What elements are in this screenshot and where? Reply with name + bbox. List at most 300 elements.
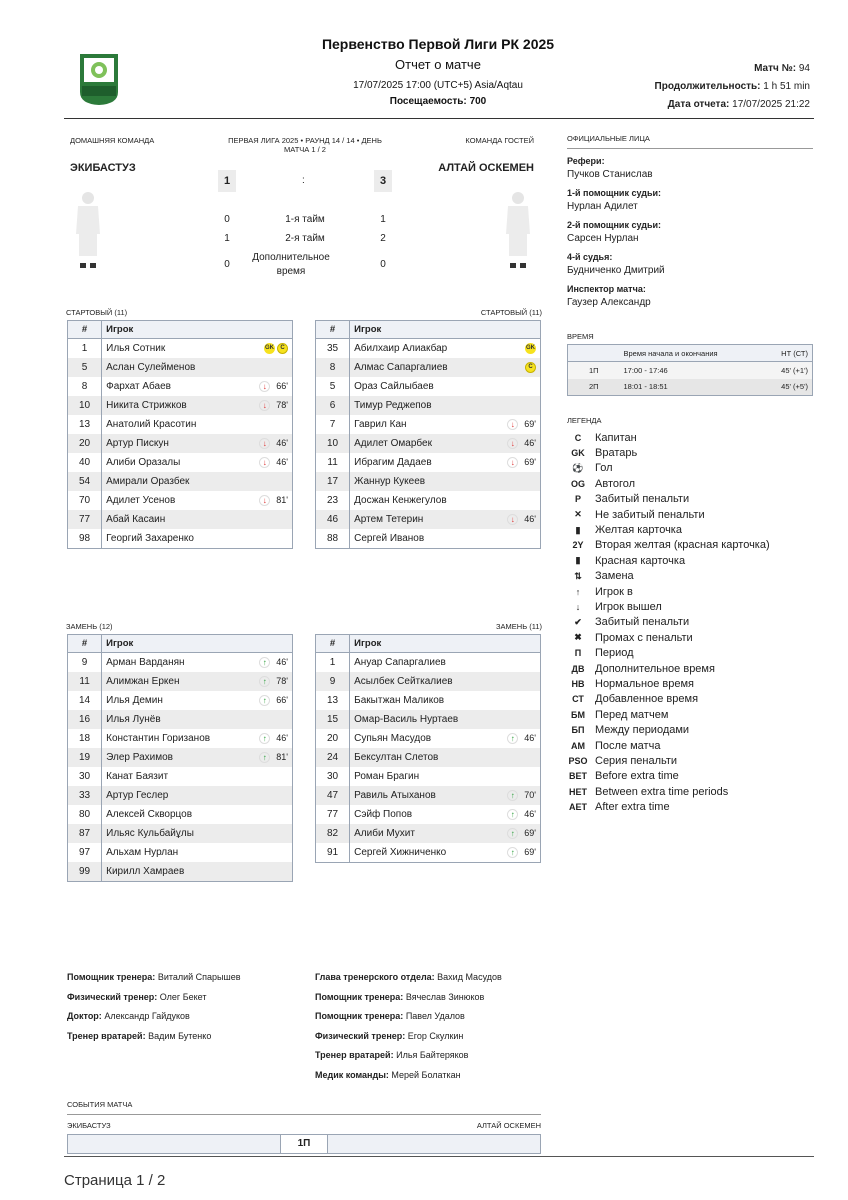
staff-entry [315, 1050, 502, 1070]
official-name: Нурлан Адилет [567, 201, 638, 212]
player-name: Артем Тетерин [350, 510, 481, 529]
legend-item [567, 707, 770, 722]
player-row [316, 510, 541, 529]
staff-name: Виталий Спарышев [155, 972, 241, 982]
player-row [316, 377, 541, 396]
legend-text: Before extra time [595, 770, 679, 783]
player-row [316, 415, 541, 434]
player-number: 18 [68, 729, 102, 748]
player-number: 98 [68, 529, 102, 549]
header-divider [64, 118, 814, 119]
time-period: 2П [588, 382, 599, 392]
player-number: 30 [316, 767, 350, 786]
legend-text: Забитый пенальти [595, 616, 690, 629]
legend-item [567, 461, 770, 476]
legend-item [567, 553, 770, 568]
legend-text: Красная карточка [595, 554, 686, 567]
player-row [68, 862, 293, 882]
player-events [232, 453, 292, 472]
player-row [68, 358, 293, 377]
player-events [232, 472, 292, 491]
staff-name: Илья Байтеряков [393, 1050, 469, 1061]
report-title: Первенство Первой Лиги РК 2025 [321, 36, 555, 52]
player-row [68, 767, 293, 786]
sub-out-minute: 69' [524, 457, 536, 467]
events-divider [67, 1114, 541, 1115]
player-events [480, 415, 540, 434]
official-role: Инспектор матча: [567, 284, 646, 294]
sub-out-minute: 69' [524, 419, 536, 429]
player-number: 13 [316, 691, 350, 710]
away-team-name: АЛТАЙ ОСКЕМЕН [438, 162, 534, 174]
player-number: 99 [68, 862, 102, 882]
sub-in-minute: 46' [524, 733, 536, 743]
player-out-icon: ↓ [507, 514, 518, 525]
player-events [480, 805, 540, 824]
time-table [567, 344, 813, 396]
player-number: 80 [68, 805, 102, 824]
home-starting-table [67, 320, 293, 549]
player-row [316, 748, 541, 767]
player-number: 40 [68, 453, 102, 472]
legend-text: Желтая карточка [595, 524, 682, 537]
player-row [68, 510, 293, 529]
player-number: 82 [316, 824, 350, 843]
player-number: 88 [316, 529, 350, 549]
player-events [480, 672, 540, 691]
player-out-icon: ↓ [259, 457, 270, 468]
events-bar [67, 1134, 541, 1154]
player-events [480, 786, 540, 805]
player-row [316, 653, 541, 673]
player-events [480, 653, 540, 673]
legend-item [567, 661, 770, 676]
player-events [232, 862, 292, 882]
round-info: ПЕРВАЯ ЛИГА 2025 • РАУНД 14 / 14 • ДЕНЬ МАТЧА 1 / 2 [228, 136, 382, 154]
player-row [68, 672, 293, 691]
legend-item [567, 522, 770, 537]
match-number: Матч №: 94 [754, 63, 810, 74]
official-name: Будниченко Дмитрий [567, 265, 665, 276]
legend-item [567, 722, 770, 737]
events-period: 1П [280, 1135, 328, 1153]
player-row [316, 767, 541, 786]
player-events [480, 377, 540, 396]
legend-icon: ✔ [574, 616, 582, 627]
player-out-icon: ↓ [259, 400, 270, 411]
player-row [316, 472, 541, 491]
player-number: 20 [68, 434, 102, 453]
player-name: Илья Демин [106, 695, 163, 706]
staff-entry [315, 1011, 502, 1031]
player-row [316, 824, 541, 843]
player-name: Алмас Сапаргалиев [350, 358, 481, 377]
staff-entry [315, 1031, 502, 1051]
staff-role: Тренер вратарей: [67, 1030, 146, 1041]
player-out-icon: ↓ [259, 495, 270, 506]
legend-icon: ▮ [575, 524, 581, 535]
player-name: Сергей Хижниченко [354, 847, 447, 858]
time-col-range: Время начала и окончания [620, 345, 763, 362]
legend-item [567, 430, 770, 445]
col-number: # [68, 635, 102, 653]
sub-in-minute: 78' [276, 676, 288, 686]
player-events [480, 396, 540, 415]
legend-icon: C [574, 432, 582, 443]
player-number: 9 [316, 672, 350, 691]
player-events [232, 491, 292, 510]
legend-icon: ДВ [571, 663, 585, 674]
staff-name: Вахид Масудов [434, 972, 502, 982]
player-events [232, 529, 292, 549]
player-row [316, 453, 541, 472]
staff-entry [67, 1011, 241, 1031]
player-name: Арман Варданян [106, 657, 185, 668]
player-row [316, 729, 541, 748]
player-name: Адилет Омарбек [350, 434, 481, 453]
legend-text: Серия пенальти [595, 754, 678, 767]
player-name: Фархат Абаев [106, 381, 171, 392]
home-kit-icon [72, 190, 104, 277]
officials-list [567, 156, 813, 316]
player-events [480, 339, 540, 359]
player-row [316, 805, 541, 824]
match-duration: Продолжительность: 1 h 51 min [654, 81, 810, 92]
report-subtitle: Отчет о матче [395, 57, 481, 72]
legend-item [567, 584, 770, 599]
legend-icon: ⚽ [572, 462, 584, 473]
player-name: Георгий Захаренко [106, 533, 194, 544]
player-name: Анатолий Красотин [106, 419, 197, 430]
player-name: Илья Сотник [106, 343, 166, 354]
player-name: Канат Баязит [106, 771, 169, 782]
events-away: АЛТАЙ ОСКЕМЕН [476, 1121, 541, 1130]
player-events [232, 377, 292, 396]
player-events [232, 748, 292, 767]
away-p1: 1 [380, 214, 386, 225]
staff-role: Помощник тренера: [315, 1011, 404, 1022]
player-name: Равиль Атыханов [350, 786, 481, 805]
staff-role: Физический тренер: [67, 991, 158, 1002]
legend-item [567, 784, 770, 799]
time-added: 45' (+5') [781, 382, 808, 392]
legend-icon: PSO [568, 755, 588, 766]
staff-name: Вадим Бутенко [145, 1030, 212, 1041]
player-number: 24 [316, 748, 350, 767]
home-team-label: ДОМАШНЯЯ КОМАНДА [70, 136, 155, 145]
legend-item [567, 615, 770, 630]
player-row [68, 529, 293, 549]
player-row [68, 339, 293, 359]
home-team-name: ЭКИБАСТУЗ [70, 162, 136, 174]
player-name: Амирали Оразбек [102, 472, 233, 491]
legend-text: Between extra time periods [595, 785, 729, 798]
legend-item [567, 445, 770, 460]
official-entry [567, 284, 813, 308]
staff-role: Физический тренер: [315, 1030, 406, 1041]
away-start-label: СТАРТОВЫЙ (11) [480, 308, 542, 317]
goalkeeper-icon: GK [525, 343, 536, 354]
legend-icon: ▮ [575, 555, 581, 566]
player-name: Алиби Оразалы [106, 457, 181, 468]
legend-text: Вторая желтая (красная карточка) [595, 539, 770, 552]
footer-divider [64, 1156, 814, 1157]
official-name: Гаузер Александр [567, 297, 651, 308]
legend-text: Игрок вышел [595, 600, 662, 613]
player-name: Альхам Нурлан [106, 847, 179, 858]
player-number: 87 [68, 824, 102, 843]
player-name: Абай Касаин [102, 510, 233, 529]
player-name: Аслан Сулейменов [102, 358, 233, 377]
col-number: # [316, 635, 350, 653]
score-separator: : [302, 175, 305, 186]
staff-name: Александр Гайдуков [101, 1011, 190, 1022]
official-entry [567, 220, 813, 244]
player-name: Ибрагим Дадаев [354, 457, 432, 468]
player-name: Досжан Кенжегулов [354, 495, 447, 506]
player-name: Адилет Усенов [106, 495, 176, 506]
staff-role: Доктор: [67, 1011, 102, 1022]
player-out-icon: ↓ [507, 457, 518, 468]
legend-item [567, 599, 770, 614]
player-row [316, 786, 541, 805]
col-number: # [316, 321, 350, 339]
sub-out-minute: 66' [276, 381, 288, 391]
legend-item [567, 492, 770, 507]
player-row [68, 653, 293, 673]
legend-item [567, 476, 770, 491]
sub-in-minute: 70' [524, 790, 536, 800]
player-name: Никита Стрижков [102, 396, 233, 415]
player-name: Ануар Сапаргалиев [354, 657, 446, 668]
legend-icon: БМ [571, 709, 585, 720]
player-number: 5 [68, 358, 102, 377]
player-name: Элер Рахимов [102, 748, 233, 767]
official-role: 4-й судья: [567, 252, 613, 262]
legend-icon: ↑ [575, 586, 581, 597]
player-in-icon: ↑ [507, 847, 518, 858]
legend-item [567, 507, 770, 522]
time-col-ht: НТ (СТ) [763, 345, 813, 362]
player-out-icon: ↓ [259, 438, 270, 449]
player-in-icon: ↑ [259, 657, 270, 668]
player-name: Сэйф Попов [354, 809, 413, 820]
sub-out-minute: 46' [524, 514, 536, 524]
away-team-label: КОМАНДА ГОСТЕЙ [465, 136, 534, 145]
legend-text: Период [595, 647, 634, 660]
player-in-icon: ↑ [507, 733, 518, 744]
player-events [232, 710, 292, 729]
player-name: Сергей Иванов [354, 533, 425, 544]
player-row [316, 491, 541, 510]
player-row [68, 396, 293, 415]
player-number: 33 [68, 786, 102, 805]
col-player: Игрок [350, 635, 541, 653]
player-events [480, 434, 540, 453]
sub-out-minute: 46' [276, 457, 288, 467]
player-number: 10 [68, 396, 102, 415]
staff-role: Помощник тренера: [67, 972, 156, 982]
player-number: 10 [316, 434, 350, 453]
period-2-label: 2-я тайм [285, 233, 325, 244]
player-number: 46 [316, 510, 350, 529]
legend-item [567, 645, 770, 660]
col-player: Игрок [102, 635, 293, 653]
legend-icon: AET [569, 802, 587, 813]
time-range: 18:01 - 18:51 [623, 382, 668, 392]
player-row [68, 729, 293, 748]
player-out-icon: ↓ [507, 438, 518, 449]
player-in-icon: ↑ [507, 790, 518, 801]
player-row [316, 691, 541, 710]
player-row [316, 434, 541, 453]
staff-entry [315, 992, 502, 1012]
time-period: 1П [588, 365, 599, 375]
player-row [316, 843, 541, 863]
player-number: 19 [68, 748, 102, 767]
player-row [316, 672, 541, 691]
player-name: Ораз Сайлыбаев [354, 381, 434, 392]
legend-text: После матча [595, 739, 661, 752]
player-events [232, 672, 292, 691]
player-row [316, 339, 541, 359]
player-row [68, 491, 293, 510]
period-1-label: 1-я тайм [285, 214, 325, 225]
home-subs-label: ЗАМЕНЬ (12) [66, 622, 113, 631]
player-events [480, 510, 540, 529]
home-staff [67, 972, 241, 1050]
player-name: Роман Брагин [354, 771, 420, 782]
player-events [480, 529, 540, 549]
attendance: Посещаемость: 700 [389, 96, 487, 107]
player-name: Алимжан Еркен [102, 672, 233, 691]
sub-in-minute: 81' [276, 752, 288, 762]
sub-in-minute: 46' [524, 809, 536, 819]
away-kit-icon [502, 190, 534, 277]
legend-icon: П [574, 648, 582, 659]
legend-icon: HET [569, 786, 587, 797]
player-number: 6 [316, 396, 350, 415]
player-events [232, 510, 292, 529]
officials-divider [567, 148, 813, 149]
away-subs-table [315, 634, 541, 863]
sub-in-minute: 66' [276, 695, 288, 705]
events-home: ЭКИБАСТУЗ [67, 1121, 111, 1130]
player-number: 54 [68, 472, 102, 491]
official-role: Рефери: [567, 156, 605, 166]
player-number: 14 [68, 691, 102, 710]
player-name: Тимур Реджепов [350, 396, 481, 415]
legend-text: Замена [595, 570, 634, 583]
official-role: 2-й помощник судьи: [567, 220, 662, 230]
player-number: 7 [316, 415, 350, 434]
staff-name: Мерей Болаткан [388, 1069, 461, 1080]
legend-icon: 2Y [572, 540, 584, 551]
legend-text: Вратарь [595, 447, 638, 460]
player-row [68, 691, 293, 710]
legend-icon: НВ [571, 678, 585, 689]
player-row [316, 358, 541, 377]
player-name: Алиби Мухит [350, 824, 481, 843]
legend-icon: ⇅ [574, 570, 582, 581]
player-row [68, 377, 293, 396]
player-row [68, 748, 293, 767]
player-number: 8 [68, 377, 102, 396]
away-starting-table [315, 320, 541, 549]
legend-text: Гол [595, 462, 613, 475]
player-events [232, 434, 292, 453]
official-entry [567, 252, 813, 276]
official-name: Сарсен Нурлан [567, 233, 639, 244]
sub-in-minute: 69' [524, 828, 536, 838]
player-in-icon: ↑ [259, 676, 270, 687]
away-staff [315, 972, 502, 1090]
home-p2: 1 [224, 233, 230, 244]
player-events [232, 691, 292, 710]
legend-text: Добавленное время [595, 693, 699, 706]
sub-in-minute: 46' [276, 657, 288, 667]
player-name: Асылбек Сейткалиев [350, 672, 481, 691]
player-row [68, 824, 293, 843]
home-p1: 0 [224, 214, 230, 225]
time-range: 17:00 - 17:46 [623, 365, 668, 375]
extra-time-label: Дополнительное время [252, 252, 330, 277]
player-out-icon: ↓ [259, 381, 270, 392]
time-added: 45' (+1') [781, 365, 808, 375]
league-logo [76, 52, 122, 106]
legend-item [567, 799, 770, 814]
player-number: 97 [68, 843, 102, 862]
player-number: 23 [316, 491, 350, 510]
time-title: ВРЕМЯ [567, 332, 594, 341]
player-events [480, 358, 540, 377]
player-row [68, 472, 293, 491]
player-row [68, 786, 293, 805]
legend-icon: BET [569, 771, 587, 782]
player-events [480, 453, 540, 472]
player-events [232, 843, 292, 862]
player-name: Артур Геслер [102, 786, 233, 805]
sub-out-minute: 81' [276, 495, 288, 505]
legend-text: Промах с пенальти [595, 631, 693, 644]
staff-name: Вячеслав Зинюков [403, 991, 485, 1002]
player-events [480, 691, 540, 710]
staff-entry [315, 1070, 502, 1090]
staff-entry [67, 972, 241, 992]
legend-icon: ↓ [575, 601, 581, 612]
away-subs-label: ЗАМЕНЬ (11) [496, 622, 542, 631]
official-entry [567, 188, 813, 212]
legend-item [567, 769, 770, 784]
player-name: Омар-Василь Нуртаев [350, 710, 481, 729]
legend-list [567, 430, 770, 815]
legend-icon: БП [571, 725, 585, 736]
staff-entry [315, 972, 502, 992]
staff-role: Тренер вратарей: [315, 1050, 394, 1061]
goalkeeper-icon: GK [264, 343, 275, 354]
player-number: 5 [316, 377, 350, 396]
player-number: 17 [316, 472, 350, 491]
legend-text: After extra time [595, 801, 670, 814]
legend-text: Дополнительное время [595, 662, 715, 675]
player-row [316, 529, 541, 549]
legend-item [567, 753, 770, 768]
player-row [68, 843, 293, 862]
events-title: СОБЫТИЯ МАТЧА [67, 1100, 133, 1109]
official-name: Пучков Станислав [567, 169, 653, 180]
player-number: 30 [68, 767, 102, 786]
staff-role: Помощник тренера: [315, 991, 404, 1002]
